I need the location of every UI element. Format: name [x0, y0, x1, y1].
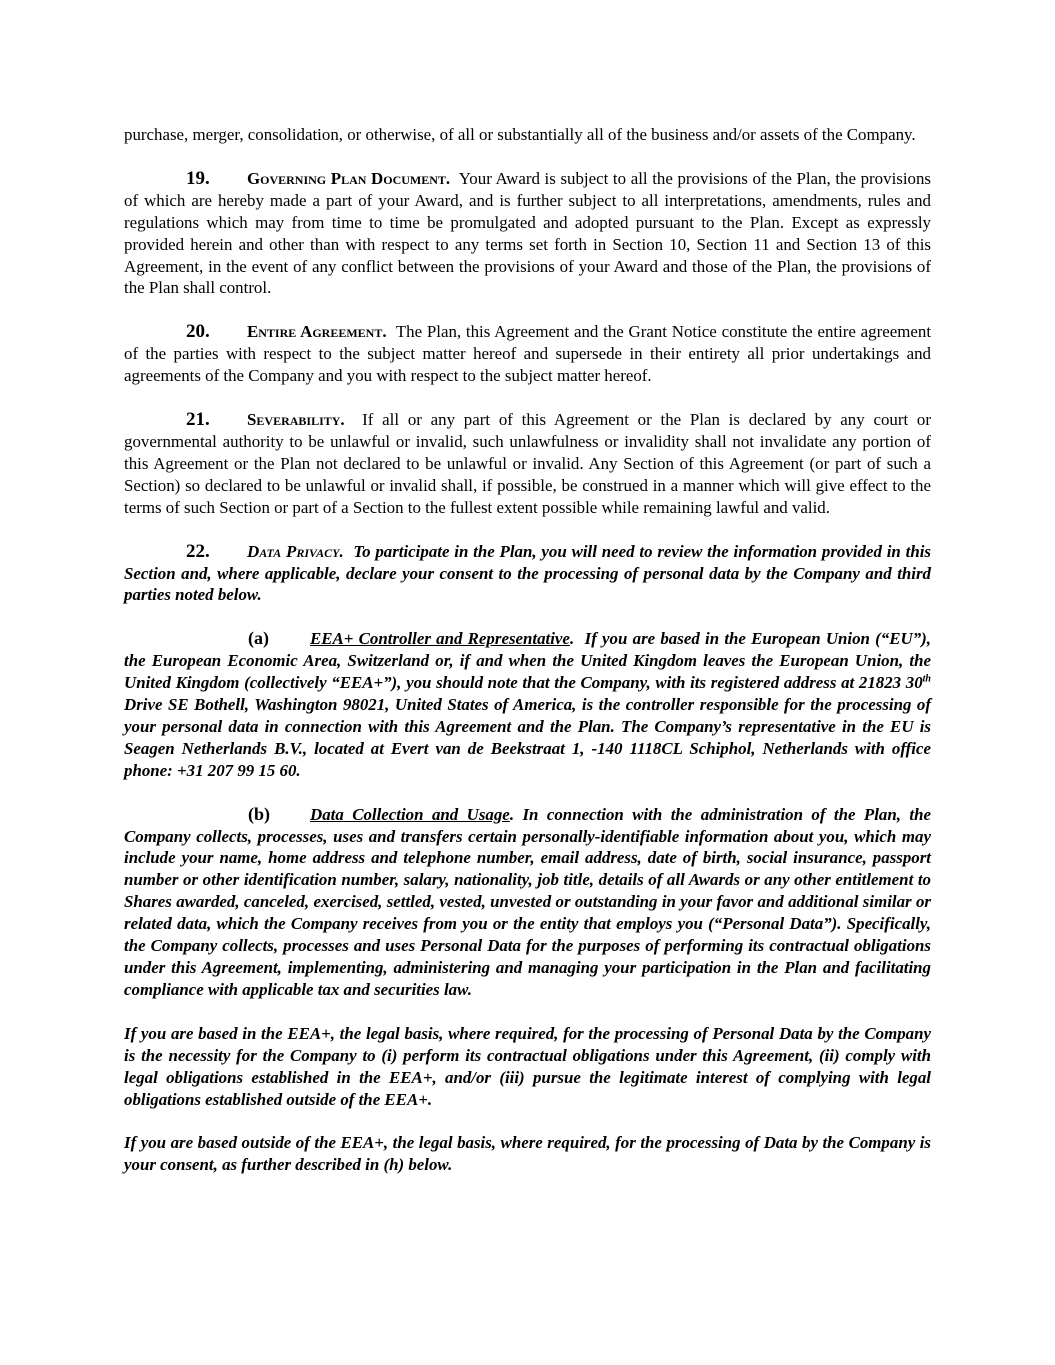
section-body: The Plan, this Agreement and the Grant Notice constitute the entire agreement of the parties with respect to the subject matter hereof and supersede in their entirety all prior undertakings and agreements of the Company and you with respect to the subject matter hereof. [124, 322, 932, 386]
subsection-body: In connection with the administration of the Plan, the Company collects, processes, uses and transfers certain personally-identifiable information about you, which may include your name, home address and telephone number, email address, date of birth, social insurance, passport number or other identification number, salary, nationality, job title, details of all Awards or any other entitlement to Shares awarded, canceled, exercised, settled, vested, unvested or outstanding in your favor and additional similar or related data, which the Company receives from you or the entity that employs you (“Personal Data”). Specifically, the Company collects, processes and uses Personal Data for the purposes of performing its contractual obligations under this Agreement, implementing, administering and managing your participation in the Plan and facilitating compliance with applicable tax and securities law. [124, 804, 932, 999]
subsection-letter: (a) [248, 628, 269, 649]
section-title: Entire Agreement. [247, 322, 387, 342]
subsection-body: If you are based in the European Union (“EU”), the European Economic Area, Switzerland or, if and when the United Kingdom leaves the European Union, the United Kingdom (collectively “EEA+”), you should note that the Company, with its registered address at 21823 30 [124, 629, 931, 693]
legal-basis-eea-paragraph: If you are based in the EEA+, the legal basis, where required, for the processing of Personal Data by the Company is the necessity for the Company to (i) perform its contractual obligations under this Agreement, (ii) comply with legal obligations established in the EEA+, and/or (iii) pursue the legitimate interest of complying with legal obligations established outside of the EEA+. [124, 1023, 931, 1109]
legal-basis-non-eea-paragraph: If you are based outside of the EEA+, the legal basis, where required, for the processing of Data by the Company is your consent, as further described in (h) below. [124, 1133, 931, 1175]
section-number: 21. [186, 409, 210, 431]
section-title: Data Privacy. [247, 541, 344, 561]
section-number: 22. [186, 540, 210, 562]
section-20 [124, 321, 931, 387]
section-number: 20. [186, 321, 210, 343]
section-21 [124, 409, 931, 519]
section-title: Severability. [247, 410, 345, 430]
subsection-a: (a) EEA+ Controller and Representative. If you are based in the European Union (“EU”), the European Economic Area, Switzerland or, if and when the United Kingdom leaves the European Union, the United Kingdom (collectively “EEA+”), you should note that the Company, with its registered address at 21823 30th Drive SE Bothell, Washington 98021, United States of America, is the controller responsible for the processing of your personal data in connection with this Agreement and the Plan. The Company’s representative in the EU is Seagen Netherlands B.V., located at Evert van de Beekstraat 1, -140 1118CL Schiphol, Netherlands with office phone: +31 207 99 15 60. [124, 628, 931, 780]
subsection-body-cont: Drive SE Bothell, Washington 98021, United States of America, is the controller responsible for the processing of your personal data in connection with this Agreement and the Plan. The Company’s representative in the EU is Seagen Netherlands B.V., located at Evert van de Beekstraat 1, -140 1118CL Schiphol, Netherlands with office phone: +31 207 99 15 60. [124, 695, 931, 780]
section-title: Governing Plan Document. [247, 168, 451, 188]
intro-paragraph: purchase, merger, consolidation, or otherwise, of all or substantially all of the business and/or assets of the Company. [124, 125, 916, 144]
subsection-heading: Data Collection and Usage [310, 804, 510, 824]
subsection-b: (b) Data Collection and Usage. In connection with the administration of the Plan, the Company collects, processes, uses and transfers certain personally-identifiable information about you, which may include your name, home address and telephone number, email address, date of birth, social insurance, passport number or other identification number, salary, nationality, job title, details of all Awards or any other entitlement to Shares awarded, canceled, exercised, settled, vested, unvested or outstanding in your favor and additional similar or related data, which the Company receives from you or the entity that employs you (“Personal Data”). Specifically, the Company collects, processes and uses Personal Data for the purposes of performing its contractual obligations under this Agreement, implementing, administering and managing your participation in the Plan and facilitating compliance with applicable tax and securities law. [124, 803, 932, 999]
subsection-heading: EEA+ Controller and Representative [310, 629, 570, 649]
ordinal-superscript: th [922, 673, 931, 685]
section-body: To participate in the Plan, you will need to review the information provided in this Section and, where applicable, declare your consent to the processing of personal data by the Company and third parties noted below. [124, 541, 931, 605]
section-19 [124, 168, 931, 299]
document-page [124, 124, 931, 1198]
section-body: If all or any part of this Agreement or the Plan is declared by any court or governmental authority to be unlawful or invalid, such unlawfulness or invalidity shall not invalidate any portion of this Agreement or the Plan not declared to be unlawful or invalid. Any Section of this Agreement (or part of such a Section) so declared to be unlawful or invalid shall, if possible, be construed in a manner which will give effect to the terms of such Section or part of a Section to the fullest extent possible while remaining lawful and valid. [124, 410, 931, 517]
section-number: 19. [186, 167, 210, 189]
section-body: Your Award is subject to all the provisions of the Plan, the provisions of which are hereby made a part of your Award, and is further subject to all interpretations, amendments, rules and regulations which may from time to time be promulgated and adopted pursuant to the Plan. Except as expressly provided herein and other than with respect to any terms set forth in Section 10, Section 11 and Section 13 of this Agreement, in the event of any conflict between the provisions of your Award and those of the Plan, the provisions of the Plan shall control. [124, 168, 931, 298]
subsection-letter: (b) [248, 803, 270, 824]
section-22 [124, 541, 931, 607]
